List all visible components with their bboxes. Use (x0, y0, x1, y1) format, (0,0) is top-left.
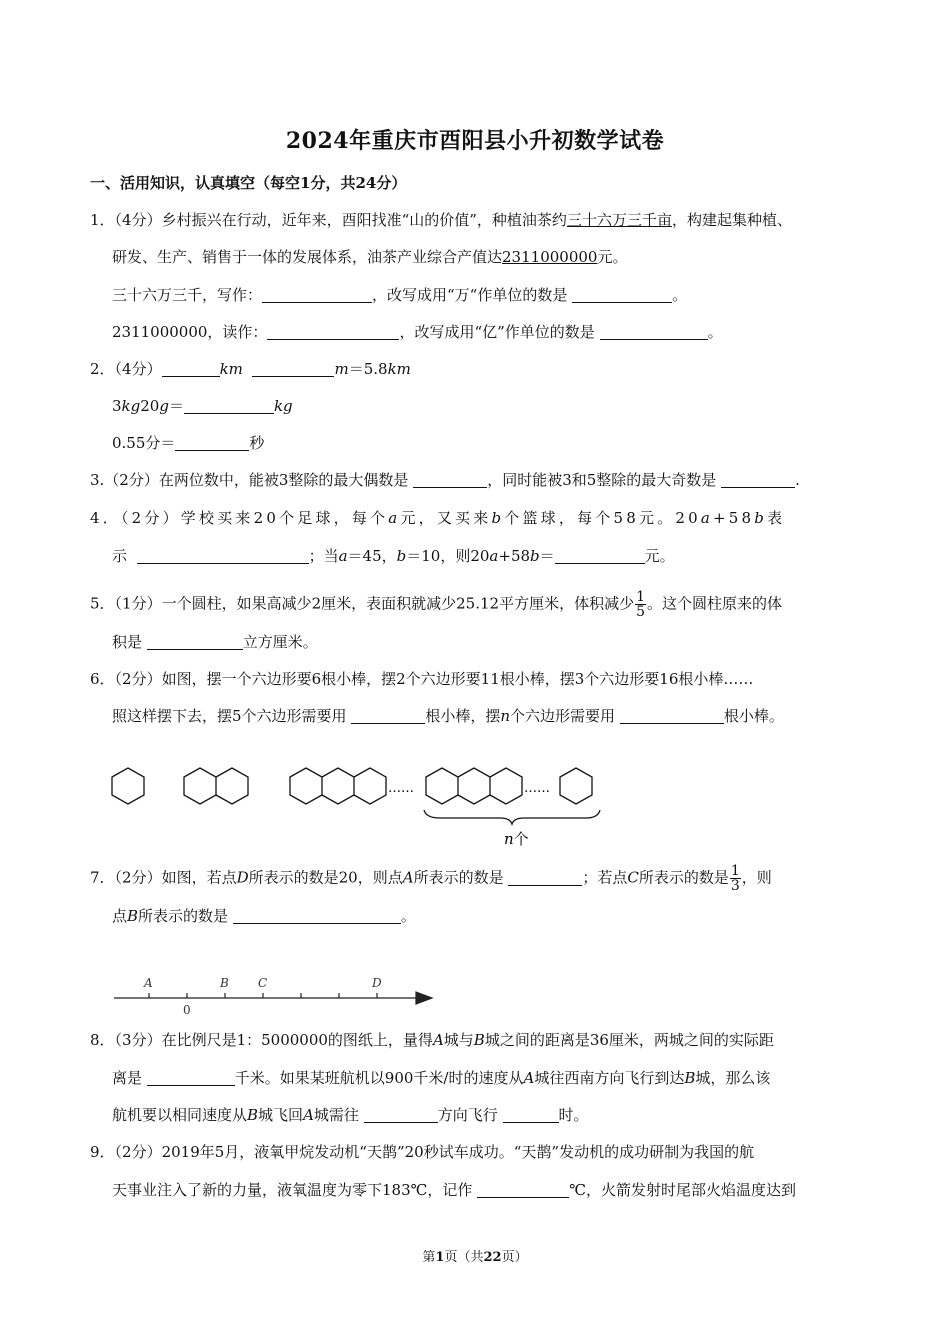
q9-line2: 天事业注入了新的力量，液氧温度为零下183℃，记作 ℃，火箭发射时尾部火焰温度达到 (112, 1181, 796, 1199)
page-title: 2024年重庆市酉阳县小升初数学试卷 (285, 128, 665, 154)
number-line (110, 970, 440, 1020)
q8-line3: 航机要以相同速度从B城飞回A城需往 方向飞行 时。 (112, 1106, 589, 1124)
blank[interactable] (147, 1069, 235, 1086)
hexagon-single (112, 768, 144, 804)
q1-line4: 2311000000，读作： ，改写成用“亿”作单位的数是 。 (112, 323, 723, 341)
q2-line3: 0.55分＝ 秒 (112, 434, 265, 452)
blank[interactable] (600, 323, 708, 340)
dots-right: …… (524, 781, 550, 796)
fraction-one-fifth: $\frac{1}{5}$ (636, 589, 645, 620)
q4-line2: 示 ；当a＝45，b＝10，则20a+58b＝ 元。 (112, 547, 675, 565)
q3-line1: 3.（2分）在两位数中，能被3整除的最大偶数是 ，同时能被3和5整除的最大奇数是 . (90, 471, 800, 489)
blank[interactable] (252, 360, 334, 377)
blank[interactable] (364, 1106, 438, 1123)
blank[interactable] (267, 323, 399, 340)
q6-line1: 6．（2分）如图，摆一个六边形要6根小棒，摆2个六边形要11根小棒，摆3个六边形要16根小棒…… (90, 670, 754, 688)
blank[interactable] (162, 360, 220, 377)
q1-line2: 研发、生产、销售于一体的发展体系，油茶产业综合产值达2311000000元。 (112, 248, 628, 266)
blank[interactable] (351, 707, 425, 724)
zero-label: 0 (183, 1003, 191, 1017)
q1-line1: 1．（4分）乡村振兴在行动，近年来，酉阳找准“山的价值”，种植油茶约三十六万三千亩，构建起集种植、 (90, 211, 792, 229)
blank[interactable] (477, 1181, 569, 1198)
q5-line2: 积是 立方厘米。 (112, 633, 318, 651)
q2-line2: 3kg20g＝ kg (112, 397, 293, 415)
page-total: 22 (483, 1250, 502, 1265)
fraction-one-third: $\frac{1}{3}$ (730, 863, 740, 894)
q7-line1: 7．（2分）如图，若点D所表示的数是20，则点A所表示的数是 ；若点C所表示的数是 $\frac{1}{3}$ ，则 (90, 863, 772, 894)
blank[interactable] (413, 471, 487, 488)
page-number: 1 (435, 1250, 445, 1265)
q8-line2: 离是 千米。如果某班航机以900千米/时的速度从A城往西南方向飞行到达B城，那么该 (112, 1069, 771, 1087)
q5-line1: 5．（1分）一个圆柱，如果高减少2厘米，表面积就减少25.12平方厘米，体积减少 $\frac{1}{5}$ 。这个圆柱原来的体 (90, 589, 783, 620)
blank[interactable] (721, 471, 795, 488)
q7-line2: 点B所表示的数是 。 (112, 907, 416, 925)
blank[interactable] (137, 547, 309, 564)
blank[interactable] (184, 397, 274, 414)
point-D-label: D (372, 976, 382, 990)
q2-line1: 2．（4分） km m＝5.8km (90, 360, 411, 378)
q4-line1: 4．（2分）学校买来20个足球，每个a元，又买来b个篮球，每个58元。20a+58b表 (90, 509, 786, 527)
blank[interactable] (620, 707, 724, 724)
blank[interactable] (508, 869, 582, 886)
blank[interactable] (262, 286, 372, 303)
page-footer: 第1页（共22页） (422, 1250, 528, 1265)
blank[interactable] (555, 547, 645, 564)
hexagon-last (560, 768, 592, 804)
hexagon-three (290, 768, 386, 804)
point-C-label: C (258, 976, 268, 990)
dots-left: …… (388, 781, 414, 796)
section-heading: 一、活用知识，认真填空（每空1分，共24分） (90, 174, 407, 192)
q8-line1: 8．（3分）在比例尺是1：5000000的图纸上，量得A城与B城之间的距离是36厘米，两城之间的实际距 (90, 1031, 774, 1049)
blank[interactable] (233, 907, 401, 924)
point-B-label: B (220, 976, 229, 990)
n-label: n (504, 830, 514, 848)
blank[interactable] (503, 1106, 559, 1123)
q1-line3: 三十六万三千，写作： ，改写成用“万“作单位的数是 。 (112, 286, 688, 304)
hexagon-figure (100, 760, 620, 856)
q6-line2: 照这样摆下去，摆5个六边形需要用 根小棒，摆n个六边形需要用 根小棒。 (112, 707, 784, 725)
brace-label: 个 (513, 830, 529, 848)
blank[interactable] (175, 434, 249, 451)
q9-line1: 9．（2分）2019年5月，液氧甲烷发动机“天鹊”20秒试车成功。“天鹊”发动机的成功研制为我国的航 (90, 1143, 755, 1161)
svg-text:n个 (504, 830, 529, 848)
brace (424, 810, 600, 824)
point-A-label: A (144, 976, 153, 990)
hexagon-two (184, 768, 248, 804)
hexagon-n-group (426, 768, 522, 804)
blank[interactable] (572, 286, 672, 303)
blank[interactable] (147, 633, 243, 650)
